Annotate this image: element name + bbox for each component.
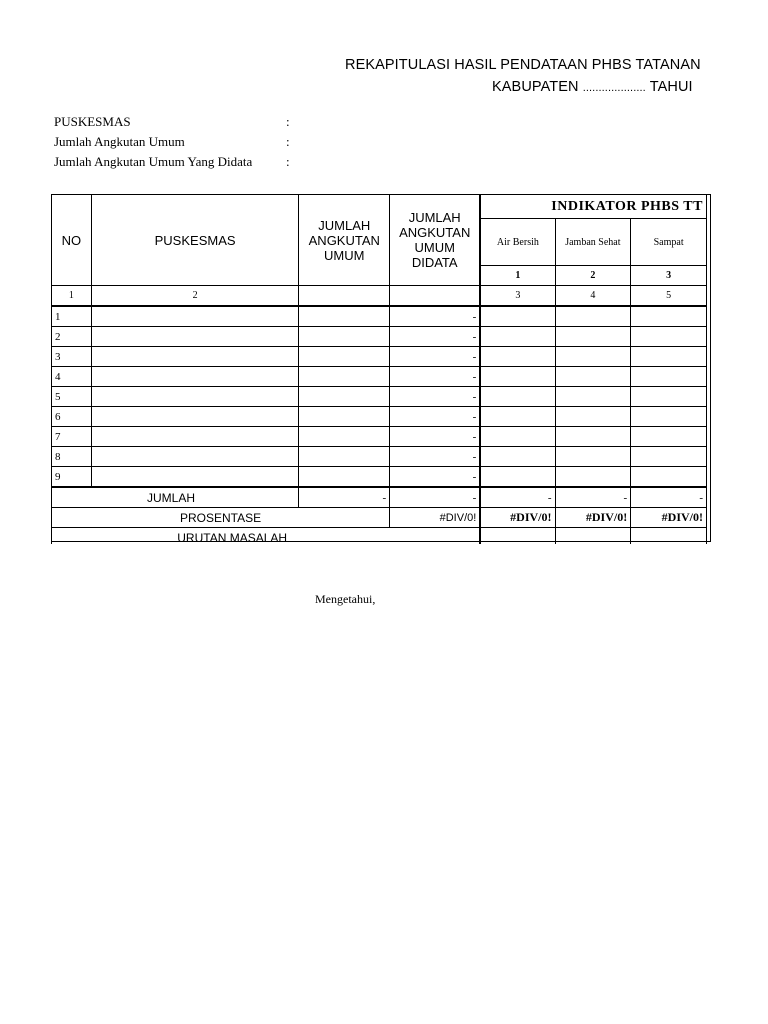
row-no: 9: [52, 467, 92, 488]
row-angkutan[interactable]: [299, 427, 390, 447]
row-didata: -: [390, 347, 481, 367]
table-row: [52, 347, 707, 367]
row-puskesmas[interactable]: [91, 467, 299, 488]
header-indikator-title: INDIKATOR PHBS TT: [480, 195, 706, 219]
row-ind-2[interactable]: [555, 327, 631, 347]
row-angkutan[interactable]: [299, 387, 390, 407]
row-puskesmas[interactable]: [91, 367, 299, 387]
doc-title-line2: [492, 79, 693, 95]
title-dots: ....................: [582, 82, 646, 94]
info-puskesmas-label: PUSKESMAS: [54, 114, 131, 129]
jumlah-didata: -: [390, 487, 481, 508]
header-no: NO: [52, 195, 92, 286]
row-ind-3[interactable]: [631, 407, 707, 427]
info-puskesmas-colon: :: [286, 114, 290, 129]
title-tahun: TAHUI: [649, 79, 693, 95]
urutan-label: URUTAN MASALAH: [52, 528, 481, 545]
urutan-ind-2[interactable]: [555, 528, 631, 545]
table-row: [52, 407, 707, 427]
jumlah-ind-2: -: [555, 487, 631, 508]
header-air-bersih: Air Bersih: [480, 219, 555, 266]
urutan-ind-3[interactable]: [631, 528, 707, 545]
header-jumlah-angkutan-l1: JUMLAH: [318, 217, 371, 233]
header-jumlah-didata-l4: DIDATA: [411, 255, 458, 270]
header-jumlah-didata-l3: UMUM: [414, 240, 455, 255]
row-didata: -: [390, 427, 481, 447]
title-kabupaten: KABUPATEN: [492, 79, 579, 95]
row-no: 1: [52, 306, 92, 327]
row-ind-3[interactable]: [631, 367, 707, 387]
row-ind-3[interactable]: [631, 327, 707, 347]
row-no: 6: [52, 407, 92, 427]
header-jumlah-didata-l2: ANGKUTAN: [399, 225, 471, 240]
row-didata: -: [390, 327, 481, 347]
row-ind-2[interactable]: [555, 387, 631, 407]
row-no: 7: [52, 427, 92, 447]
row-ind-2[interactable]: [555, 467, 631, 488]
row-ind-3[interactable]: [631, 387, 707, 407]
jumlah-row: [52, 487, 707, 508]
jumlah-ind-1: -: [480, 487, 555, 508]
header-sampat: Sampat: [631, 219, 707, 266]
row-no: 5: [52, 387, 92, 407]
header-jumlah-didata-l1: JUMLAH: [408, 210, 461, 225]
row-ind-1[interactable]: [480, 367, 555, 387]
info-jumlah-didata-colon: :: [286, 154, 290, 169]
row-ind-1[interactable]: [480, 447, 555, 467]
header-ind-num-2: 2: [555, 266, 631, 286]
row-puskesmas[interactable]: [91, 306, 299, 327]
row-angkutan[interactable]: [299, 327, 390, 347]
row-angkutan[interactable]: [299, 407, 390, 427]
prosentase-didata: #DIV/0!: [390, 508, 481, 528]
row-puskesmas[interactable]: [91, 407, 299, 427]
row-ind-3[interactable]: [631, 347, 707, 367]
row-ind-2[interactable]: [555, 447, 631, 467]
row-ind-1[interactable]: [480, 427, 555, 447]
col-number-2: 2: [91, 286, 299, 307]
jumlah-angkutan: -: [299, 487, 390, 508]
table-row: [52, 387, 707, 407]
prosentase-ind-2: #DIV/0!: [555, 508, 631, 528]
row-puskesmas[interactable]: [91, 347, 299, 367]
col-number-1: 1: [52, 286, 92, 307]
row-angkutan[interactable]: [299, 306, 390, 327]
table-row: [52, 327, 707, 347]
row-didata: -: [390, 387, 481, 407]
row-ind-3[interactable]: [631, 427, 707, 447]
urutan-row: [52, 528, 707, 545]
col-number-6: 4: [555, 286, 631, 307]
row-ind-1[interactable]: [480, 387, 555, 407]
row-no: 3: [52, 347, 92, 367]
col-number-7: 5: [631, 286, 707, 307]
row-puskesmas[interactable]: [91, 427, 299, 447]
row-ind-1[interactable]: [480, 347, 555, 367]
header-puskesmas: PUSKESMAS: [91, 195, 299, 286]
row-didata: -: [390, 447, 481, 467]
table-row: [52, 427, 707, 447]
header-ind-num-1: 1: [480, 266, 555, 286]
row-no: 2: [52, 327, 92, 347]
row-didata: -: [390, 467, 481, 488]
urutan-ind-1[interactable]: [480, 528, 555, 545]
info-jumlah-didata-label: Jumlah Angkutan Umum Yang Didata: [54, 154, 253, 169]
row-ind-1[interactable]: [480, 327, 555, 347]
header-jumlah-angkutan-l3: UMUM: [324, 247, 365, 263]
prosentase-row: [52, 508, 707, 528]
row-ind-1[interactable]: [480, 467, 555, 488]
row-ind-2[interactable]: [555, 306, 631, 327]
row-angkutan[interactable]: [299, 447, 390, 467]
row-puskesmas[interactable]: [91, 447, 299, 467]
row-puskesmas[interactable]: [91, 327, 299, 347]
row-no: 4: [52, 367, 92, 387]
table-row: [52, 447, 707, 467]
prosentase-ind-3: #DIV/0!: [631, 508, 707, 528]
row-ind-2[interactable]: [555, 407, 631, 427]
col-number-5: 3: [480, 286, 555, 307]
col-number-4: [390, 286, 481, 307]
row-ind-3[interactable]: [631, 306, 707, 327]
table-row: [52, 367, 707, 387]
row-angkutan[interactable]: [299, 347, 390, 367]
header-jumlah-angkutan: [299, 195, 390, 286]
mengetahui-text: Mengetahui,: [315, 592, 376, 606]
row-angkutan[interactable]: [299, 467, 390, 488]
col-number-3: [299, 286, 390, 307]
row-puskesmas[interactable]: [91, 387, 299, 407]
prosentase-ind-1: #DIV/0!: [480, 508, 555, 528]
row-angkutan[interactable]: [299, 367, 390, 387]
header-jumlah-angkutan-l2: ANGKUTAN: [308, 232, 380, 248]
header-row-1: [52, 195, 707, 219]
row-no: 8: [52, 447, 92, 467]
row-didata: -: [390, 407, 481, 427]
row-didata: -: [390, 306, 481, 327]
row-didata: -: [390, 367, 481, 387]
table-row: [52, 467, 707, 488]
row-ind-2[interactable]: [555, 367, 631, 387]
header-jamban-sehat: Jamban Sehat: [555, 219, 631, 266]
row-ind-1[interactable]: [480, 306, 555, 327]
prosentase-label: PROSENTASE: [52, 508, 390, 528]
info-jumlah-angkutan-label: Jumlah Angkutan Umum: [54, 134, 185, 149]
header-jumlah-didata: [390, 195, 481, 286]
col-number-row: [52, 286, 707, 307]
row-ind-2[interactable]: [555, 427, 631, 447]
jumlah-ind-3: -: [631, 487, 707, 508]
row-ind-1[interactable]: [480, 407, 555, 427]
header-ind-num-3: 3: [631, 266, 707, 286]
recap-table: [51, 194, 707, 544]
row-ind-3[interactable]: [631, 467, 707, 488]
row-ind-2[interactable]: [555, 347, 631, 367]
recap-table-wrap: [51, 194, 707, 544]
info-jumlah-angkutan-colon: :: [286, 134, 290, 149]
table-row: [52, 306, 707, 327]
jumlah-label: JUMLAH: [52, 487, 299, 508]
doc-title-line1: REKAPITULASI HASIL PENDATAAN PHBS TATANAN: [345, 57, 701, 73]
row-ind-3[interactable]: [631, 447, 707, 467]
